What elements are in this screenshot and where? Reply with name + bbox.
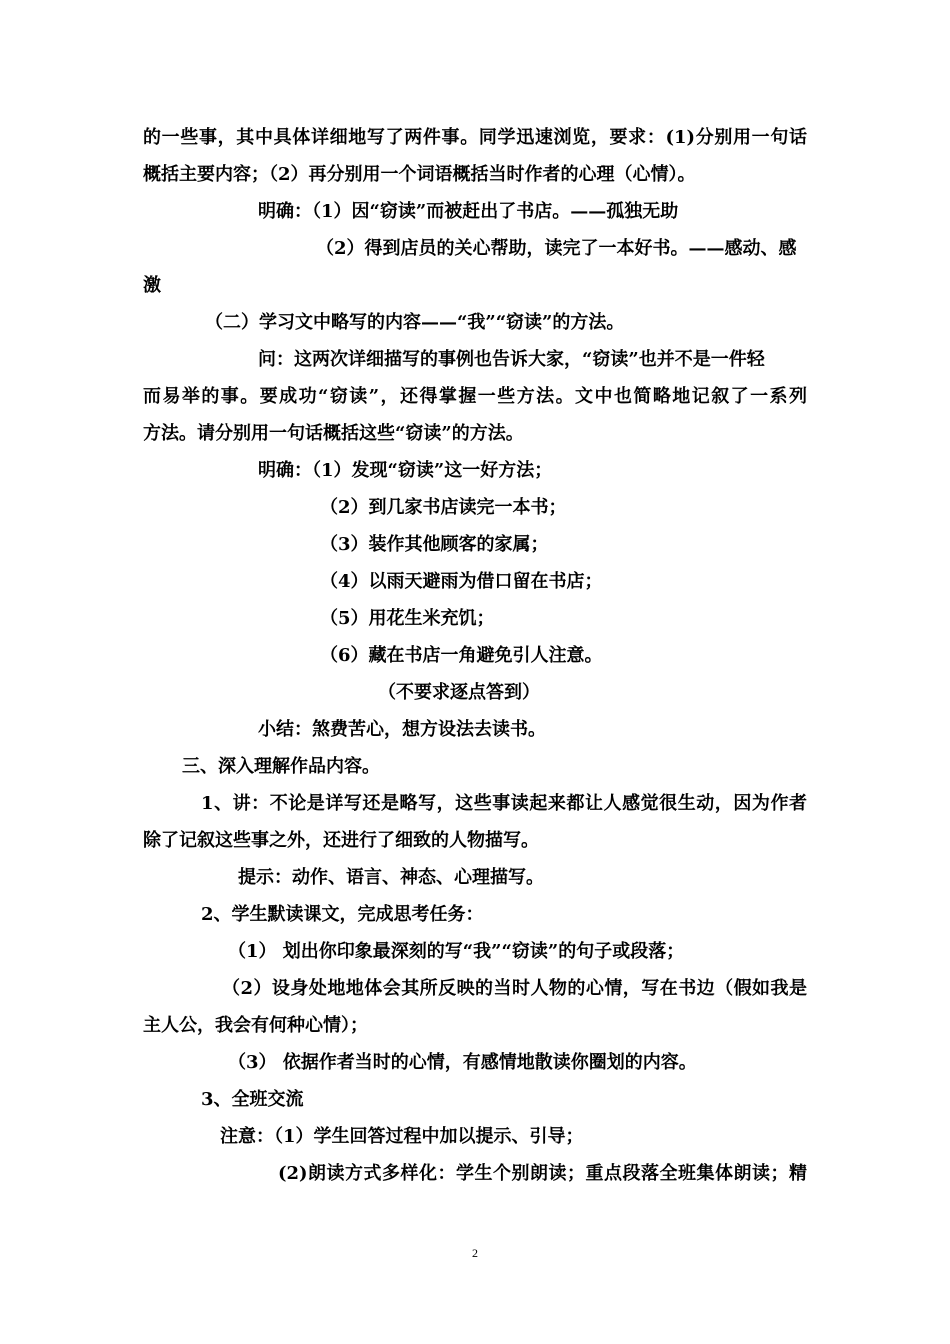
text-line: 除了记叙这些事之外，还进行了细致的人物描写。 [143, 830, 539, 851]
list-item: （2）到几家书店读完一本书； [320, 497, 567, 518]
text-line: 的一些事，其中具体详细地写了两件事。同学迅速浏览，要求：(1)分别用一句话 [143, 127, 807, 148]
text-line: 明确：（1）因“窃读”而被赶出了书店。——孤独无助 [258, 201, 679, 222]
text-line: 而易举的事。要成功“窃读”，还得掌握一些方法。文中也简略地记叙了一系列 [143, 386, 807, 407]
text-line: 注意：（1）学生回答过程中加以提示、引导； [220, 1126, 584, 1147]
page-number: 2 [472, 1246, 478, 1260]
section-heading: 三、深入理解作品内容。 [182, 756, 380, 777]
text-line: 明确：（1）发现“窃读”这一好方法； [258, 460, 553, 481]
text-line: 主人公，我会有何种心情）； [143, 1015, 368, 1036]
list-item: （3）装作其他顾客的家属； [320, 534, 549, 555]
list-item: （2）设身处地地体会其所反映的当时人物的心情，写在书边（假如我是 [222, 978, 807, 999]
list-item: （4）以雨天避雨为借口留在书店； [320, 571, 603, 592]
text-line: 激 [143, 275, 161, 296]
text-line: 2、学生默读课文，完成思考任务： [201, 904, 484, 925]
text-line: 3、全班交流 [201, 1089, 304, 1110]
text-line: （2）得到店员的关心帮助，读完了一本好书。——感动、感 [316, 238, 797, 259]
summary-line: 小结：煞费苦心，想方设法去读书。 [258, 719, 546, 740]
text-line: 问：这两次详细描写的事例也告诉大家，“窃读”也并不是一件轻 [258, 349, 765, 370]
section-heading: （二）学习文中略写的内容——“我”“窃读”的方法。 [205, 312, 625, 333]
text-line: 方法。请分别用一句话概括这些“窃读”的方法。 [143, 423, 524, 444]
list-item: （3） 依据作者当时的心情，有感情地散读你圈划的内容。 [228, 1052, 697, 1073]
text-line: 概括主要内容；（2）再分别用一个词语概括当时作者的心理（心情）。 [143, 164, 696, 185]
note-line: （不要求逐点答到） [378, 682, 540, 703]
text-line: (2)朗读方式多样化：学生个别朗读；重点段落全班集体朗读；精 [278, 1163, 807, 1184]
list-item: （5）用花生米充饥； [320, 608, 495, 629]
text-line: 1、讲：不论是详写还是略写，这些事读起来都让人感觉很生动，因为作者 [201, 793, 807, 814]
list-item: （6）藏在书店一角避免引人注意。 [320, 645, 603, 666]
list-item: （1） 划出你印象最深刻的写“我”“窃读”的句子或段落； [228, 941, 685, 962]
text-line: 提示：动作、语言、神态、心理描写。 [238, 867, 544, 888]
